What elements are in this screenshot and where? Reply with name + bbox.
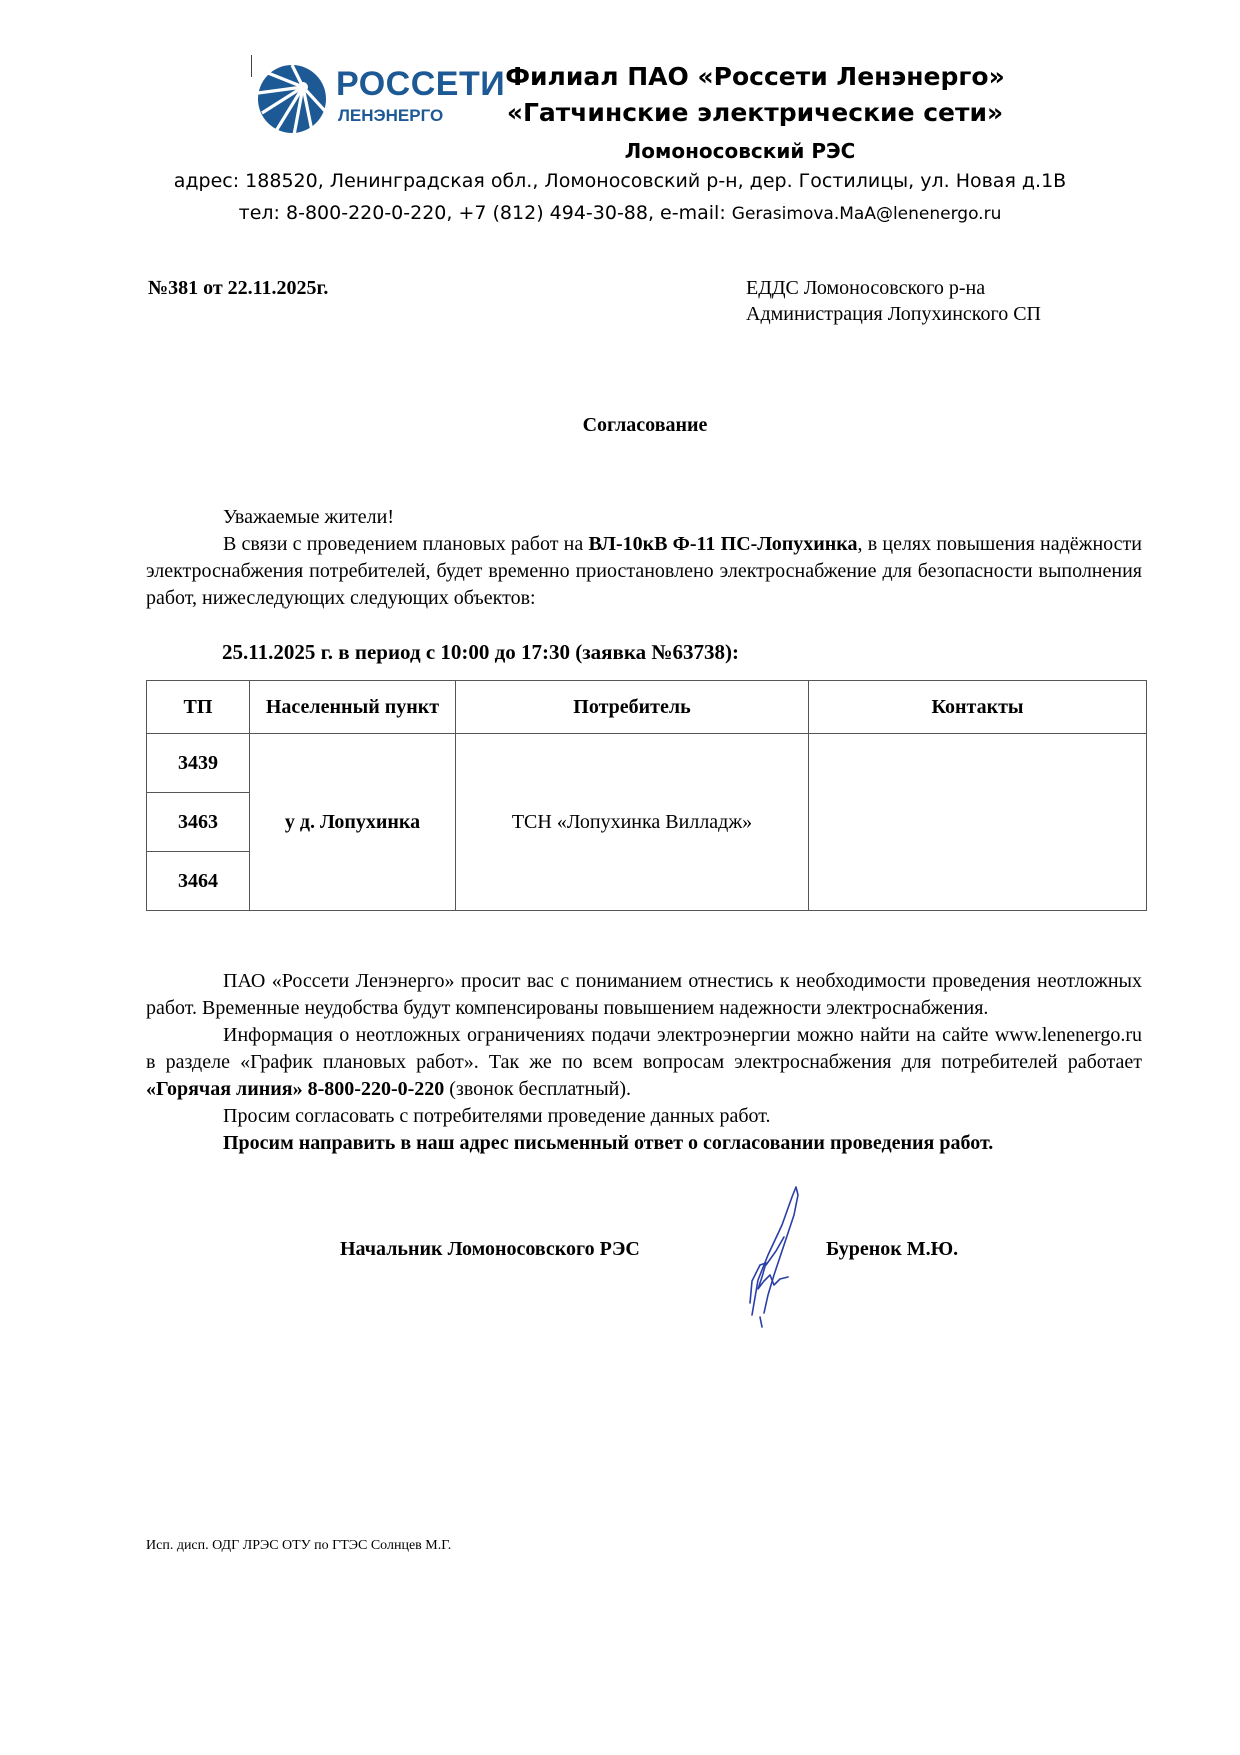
greeting: Уважаемые жители!	[223, 506, 394, 528]
document-number-date: №381 от 22.11.2025г.	[148, 277, 329, 299]
tp-number: 3439	[147, 734, 250, 793]
phone-numbers: тел: 8-800-220-0-220, +7 (812) 494-30-88, e-mail:	[238, 202, 732, 224]
org-address: адрес: 188520, Ленинградская обл., Ломоносовский р-н, дер. Гостилицы, ул. Новая д.1В	[173, 170, 1067, 192]
info-paragraph	[146, 1022, 1142, 1103]
org-division: Ломоносовский РЭС	[624, 139, 856, 163]
text: В связи с проведением плановых работ на	[223, 533, 589, 555]
email-link[interactable]: Gerasimova.MaA@lenenergo.ru	[731, 204, 1002, 224]
document-title: Согласование	[582, 414, 708, 436]
signer-name: Буренок М.Ю.	[826, 1238, 959, 1260]
text: (звонок бесплатный).	[444, 1078, 632, 1100]
col-header-tp: ТП	[147, 681, 250, 734]
executor-note: Исп. дисп. ОДГ ЛРЭС ОТУ по ГТЭС Солнцев М.Г.	[146, 1538, 452, 1553]
org-name: Филиал ПАО «Россети Ленэнерго»	[505, 62, 1005, 91]
outage-table	[146, 680, 1147, 911]
tp-number: 3463	[147, 793, 250, 852]
col-header-consumer: Потребитель	[456, 681, 809, 734]
addressee-line: Администрация Лопухинского СП	[746, 303, 1041, 325]
outage-period: 25.11.2025 г. в период с 10:00 до 17:30 (заявка №63738):	[222, 640, 740, 664]
response-request: Просим направить в наш адрес письменный ответ о согласовании проведения работ.	[223, 1132, 994, 1154]
signer-position: Начальник Ломоносовского РЭС	[340, 1238, 640, 1260]
settlement-cell: у д. Лопухинка	[250, 734, 456, 911]
handwritten-signature	[740, 1185, 820, 1330]
text: Информация о неотложных ограничениях подачи электроэнергии можно найти на сайте www.lenenergo.ru в разделе «График плановых работ». Так же по всем вопросам электроснабжения для потребителей работает	[146, 1024, 1142, 1073]
power-line-name: ВЛ-10кВ Ф-11 ПС-Лопухинка	[588, 533, 858, 555]
contacts-cell	[809, 734, 1147, 911]
closing-section	[146, 968, 1142, 1157]
table-header-row	[147, 681, 1147, 734]
addressee	[746, 275, 1041, 327]
org-branch: «Гатчинские электрические сети»	[506, 98, 1004, 127]
main-paragraph	[146, 531, 1142, 612]
consumer-cell: ТСН «Лопухинка Вилладж»	[456, 734, 809, 911]
org-contacts	[0, 204, 1240, 223]
table-row	[147, 734, 1147, 793]
addressee-line: ЕДДС Ломоносовского р-на	[746, 277, 986, 299]
col-header-contacts: Контакты	[809, 681, 1147, 734]
request-paragraph: Просим согласовать с потребителями проведение данных работ.	[223, 1105, 771, 1127]
closing-paragraph: ПАО «Россети Ленэнерго» просит вас с пониманием отнестись к необходимости проведения неотложных работ. Временные неудобства будут компенсированы повышением надежности электроснабжения.	[146, 970, 1142, 1019]
tp-number: 3464	[147, 852, 250, 911]
col-header-settlement: Населенный пункт	[250, 681, 456, 734]
text: , в целях повышения надёжности электроснабжения потребителей, будет временно приостановлено электроснабжение для безопасности выполнения работ, нижеследующих следующих объектов:	[146, 533, 1142, 609]
logo-brand-name: РОССЕТИ	[336, 65, 506, 103]
hotline: «Горячая линия» 8-800-220-0-220	[146, 1078, 445, 1100]
logo-brand-sub: ЛЕНЭНЕРГО	[338, 106, 444, 125]
